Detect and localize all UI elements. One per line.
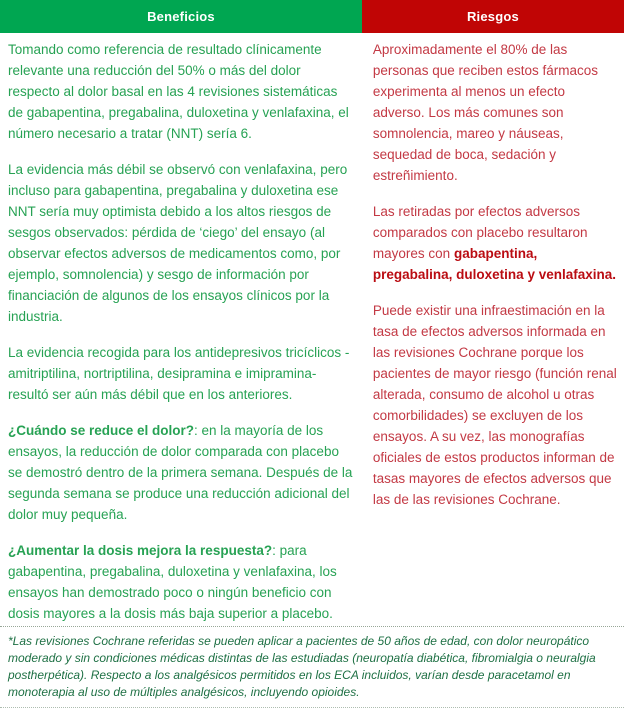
benefits-paragraph-4-heading: ¿Cuándo se reduce el dolor? [8,423,195,438]
risks-paragraph-3: Puede existir una infraestimación en la tasa de efectos adversos informada en las revisiones Cochrane porque los pacientes de mayor riesgo (función renal alterada, consumo de alcohol u otras comorbilidades) se excluyen de los ensayos. A su vez, las monografías oficiales de estos productos informan de tasas mayores de efectos adversos que las de las revisiones Cochrane. [372,303,617,507]
benefits-paragraph-4 [8,420,355,525]
risks-header [362,0,624,33]
risks-column [362,33,624,626]
benefits-paragraph-4-text: : en la mayoría de los ensayos, la reducción de dolor comparada con placebo se demostró dentro de la primera semana. Después de la segunda semana se produce una reducción adicional del dolor muy pequeña. [8,423,353,522]
risks-paragraph-2-text: Las retiradas por efectos adversos comparados con placebo resultaron mayores con [372,204,588,261]
footnote-section [0,626,624,708]
benefits-paragraph-3: La evidencia recogida para los antidepresivos tricíclicos - amitriptilina, nortriptilina, desipramina e imipramina- resultó ser aún más débil que en los anteriores. [8,345,350,402]
benefits-paragraph-5-text: : para gabapentina, pregabalina, duloxetina y venlafaxina, los ensayos han demostrado poco o ningún beneficio con dosis mayores a la dosis más baja superior a placebo. [8,543,337,621]
risks-paragraph-2-bold: gabapentina, pregabalina, duloxetina y venlafaxina. [372,246,616,282]
table-body [0,33,624,626]
benefits-header-label: Beneficios [147,9,215,24]
benefits-paragraph-2: La evidencia más débil se observó con venlafaxina, pero incluso para gabapentina, pregabalina y duloxetina ese NNT sería muy optimista debido a los altos riesgos de sesgos observados: pérdida de ‘ciego’ del ensayo (al observar efectos adversos de medicamentos como, por ejemplo, somnolencia) y sesgo de información por financiación de algunos de los ensayos clínicos por la industria. [8,162,348,324]
benefits-column [0,33,362,626]
footnote-text: *Las revisiones Cochrane referidas se pueden aplicar a pacientes de 50 años de edad, con dolor neuropático moderado y sin condiciones médicas distintas de las estudiadas (neuropatía diabética, fibromialgia o neuralgia postherpética). Respecto a los analgésicos permitidos en los ECA incluidos, varían desde paracetamol en monoterapia al uso de múltiples analgésicos, incluyendo opioides. [8,634,596,699]
risks-paragraph-2 [373,201,617,285]
risks-paragraph-1: Aproximadamente el 80% de las personas que reciben estos fármacos experimenta al menos un efecto adverso. Los más comunes son somnolencia, mareo y náuseas, sequedad de boca, sedación y estreñimiento. [372,42,599,183]
benefits-paragraph-1: Tomando como referencia de resultado clínicamente relevante una reducción del 50% o más del dolor respecto al dolor basal en las 4 revisiones sistemáticas de gabapentina, pregabalina, duloxetina y venlafaxina, el número necesario a tratar (NNT) sería 6. [8,42,349,141]
table-header-row [0,0,624,33]
benefits-paragraph-5-heading: ¿Aumentar la dosis mejora la respuesta? [8,543,273,558]
benefits-header [0,0,362,33]
risks-header-label: Riesgos [466,9,519,24]
benefits-paragraph-5 [8,540,355,624]
